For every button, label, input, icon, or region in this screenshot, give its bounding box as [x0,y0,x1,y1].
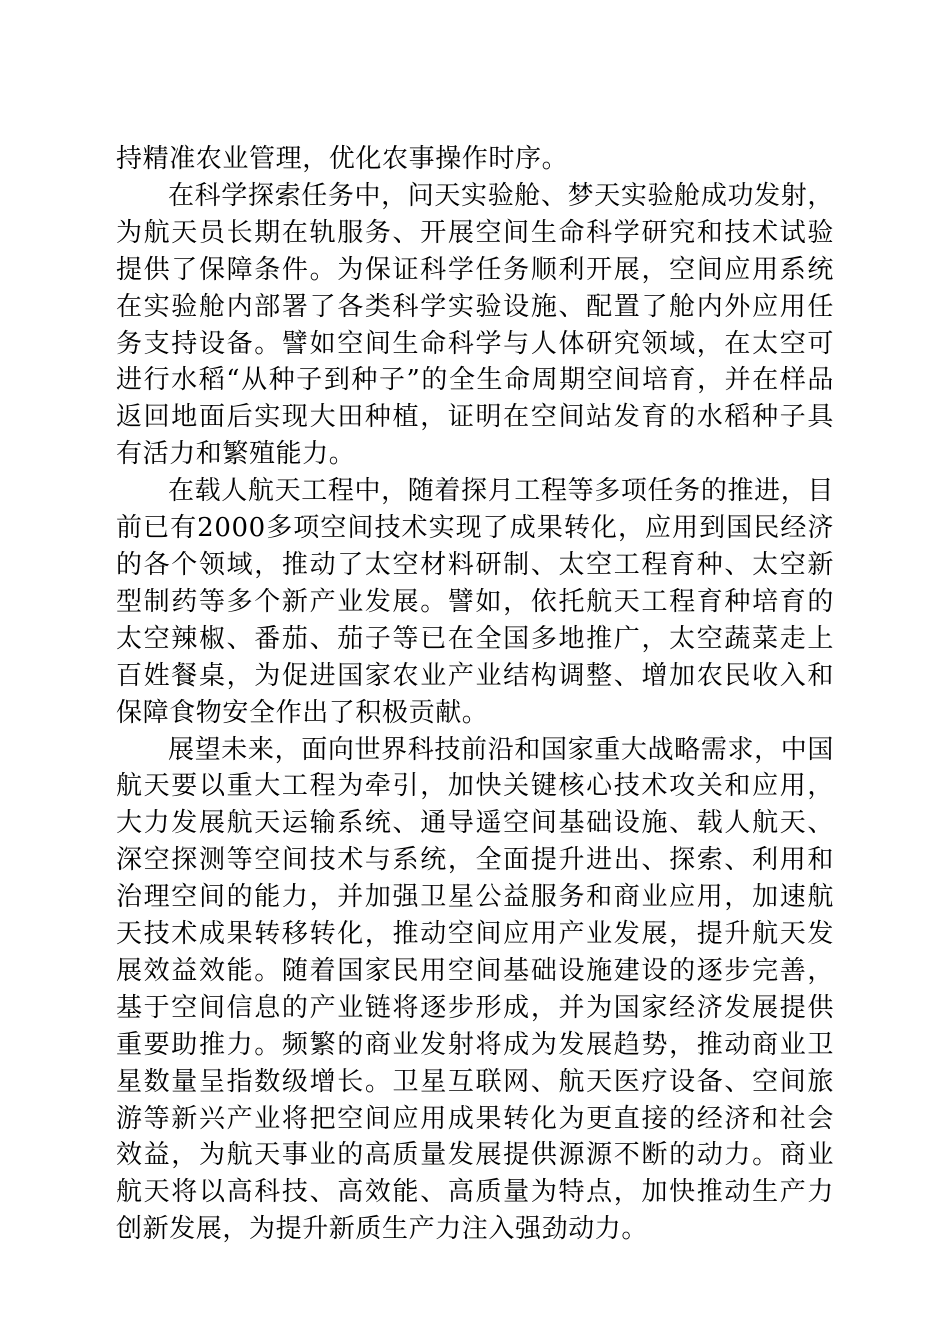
body-text [116,141,834,1248]
paragraph-outlook: 展望未来，面向世界科技前沿和国家重大战略需求，中国航天要以重大工程为牵引，加快关键核心技术攻关和应用，大力发展航天运输系统、通导遥空间基础设施、载人航天、深空探测等空间技术与系统，全面提升进出、探索、利用和治理空间的能力，并加强卫星公益服务和商业应用，加速航天技术成果转移转化，推动空间应用产业发展，提升航天发展效益效能。随着国家民用空间基础设施建设的逐步完善，基于空间信息的产业链将逐步形成，并为国家经济发展提供重要助推力。频繁的商业发射将成为发展趋势，推动商业卫星数量呈指数级增长。卫星互联网、航天医疗设备、空间旅游等新兴产业将把空间应用成果转化为更直接的经济和社会效益，为航天事业的高质量发展提供源源不断的动力。商业航天将以高科技、高效能、高质量为特点，加快推动生产力创新发展，为提升新质生产力注入强劲动力。 [116,734,834,1245]
paragraph-science-exploration: 在科学探索任务中，问天实验舱、梦天实验舱成功发射，为航天员长期在轨服务、开展空间生命科学研究和技术试验提供了保障条件。为保证科学任务顺利开展，空间应用系统在实验舱内部署了各类科学实验设施、配置了舱内外应用任务支持设备。譬如空间生命科学与人体研究领域，在太空可进行水稻“从种子到种子”的全生命周期空间培育，并在样品返回地面后实现大田种植，证明在空间站发育的水稻种子具有活力和繁殖能力。 [116,180,834,470]
paragraph-continuation: 持精准农业管理，优化农事操作时序。 [116,144,569,174]
paragraph-manned-spaceflight: 在载人航天工程中，随着探月工程等多项任务的推进，目前已有2000多项空间技术实现了成果转化，应用到国民经济的各个领域，推动了太空材料研制、太空工程育种、太空新型制药等多个新产业发展。譬如，依托航天工程育种培育的太空辣椒、番茄、茄子等已在全国多地推广，太空蔬菜走上百姓餐桌，为促进国家农业产业结构调整、增加农民收入和保障食物安全作出了积极贡献。 [116,476,834,728]
